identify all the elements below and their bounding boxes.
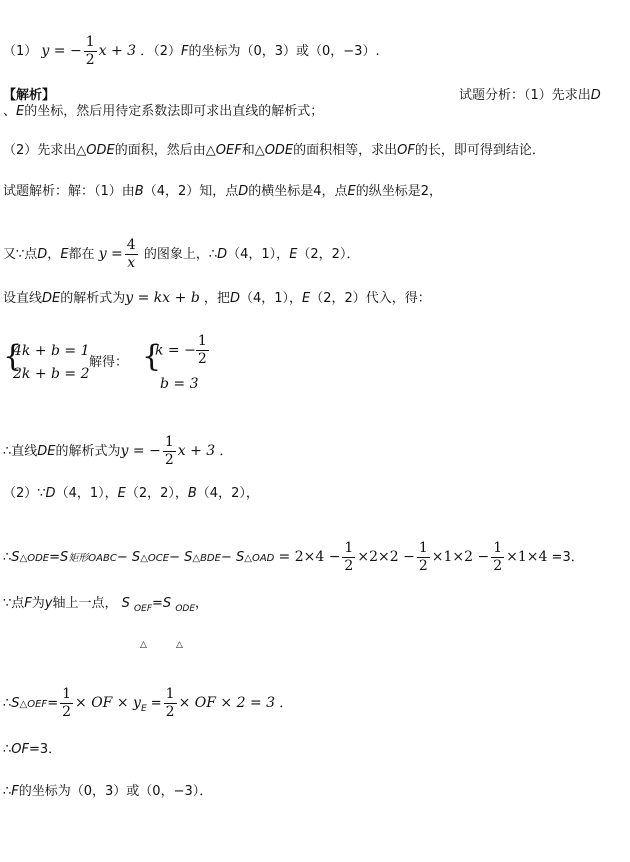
answer-equation-start: y = − (41, 43, 82, 59)
solution-line5: （2）∵D（4，1），E（2，2），B（4，2）， (3, 486, 259, 501)
answer-f-coords: 的坐标为（0，3）或（0，−3）. (188, 44, 380, 59)
analysis-line3: （2）先求出△ODE的面积，然后由△OEF和△ODE的面积相等，求出OF的长，即可得到结论． (3, 143, 545, 158)
answer-line (3, 34, 380, 69)
system1-line1: 4k + b = 1 (13, 343, 90, 359)
analysis-intro: 试题分析：（1）先求出D (459, 88, 601, 103)
triangle-mark-2: △ (176, 640, 183, 650)
solution-line6: ∴S△ODE=S矩形OABC− S△OCE− S△BDE− S△OAD = 2×4 − $\frac{1}{2}$ ×2×2 − $\frac{1}{2}$ ×1×2 − $\frac{1}{2}$ ×1×4 =3． (3, 540, 584, 574)
system1-brace: { (3, 339, 23, 374)
answer-part2-label: ．（2） (140, 44, 181, 59)
system1-line2: 2k + b = 2 (13, 366, 90, 382)
solution-line3: 设直线DE的解析式为y = kx + b ，把D（4，1），E（2，2）代入，得： (3, 290, 431, 306)
solution-line2: 又∵点D，E都在 y = $\frac{4}{x}$ 的图象上，∴D（4，1），E（2，2）． (3, 237, 360, 271)
solution-line7: ∵点F为y轴上一点， S $_{OEF}$=S $_{ODE}$， (3, 596, 209, 614)
answer-part1-label: （1） (3, 44, 38, 59)
solution-line4: ∴直线DE的解析式为y = − $\frac{1}{2}$ x + 3 ． (3, 434, 233, 468)
triangle-mark-1: △ (140, 640, 147, 650)
solution-line8: ∴S△OEF= $\frac{1}{2}$ × OF × $y_E$ = $\frac{1}{2}$ × OF × 2 = 3 ． (3, 686, 293, 720)
system2-line2: b = 3 (160, 376, 199, 392)
system2-line1: k = − $\frac{1}{2}$ (155, 333, 207, 367)
inverse-fraction: $\frac{4}{x}$ (126, 237, 136, 271)
analysis-line2: 、E的坐标，然后用待定系数法即可求出直线的解析式； (3, 104, 324, 119)
analysis-header: 【解析】 (3, 88, 56, 103)
answer-f-letter: F (180, 44, 189, 59)
solution-line1: 试题解析：解：（1）由B（4，2）知，点D的横坐标是4，点E的纵坐标是2， (3, 184, 443, 199)
answer-equation-end: x + 3 (98, 43, 137, 59)
solution-line9: ∴OF=3． (3, 742, 62, 757)
answer-fraction: $\frac{1}{2}$ (85, 34, 95, 68)
solution-line10: ∴F的坐标为（0，3）或（0，−3）． (3, 784, 213, 799)
solve-label: 解得： (89, 355, 129, 370)
system2-brace: { (142, 339, 162, 374)
